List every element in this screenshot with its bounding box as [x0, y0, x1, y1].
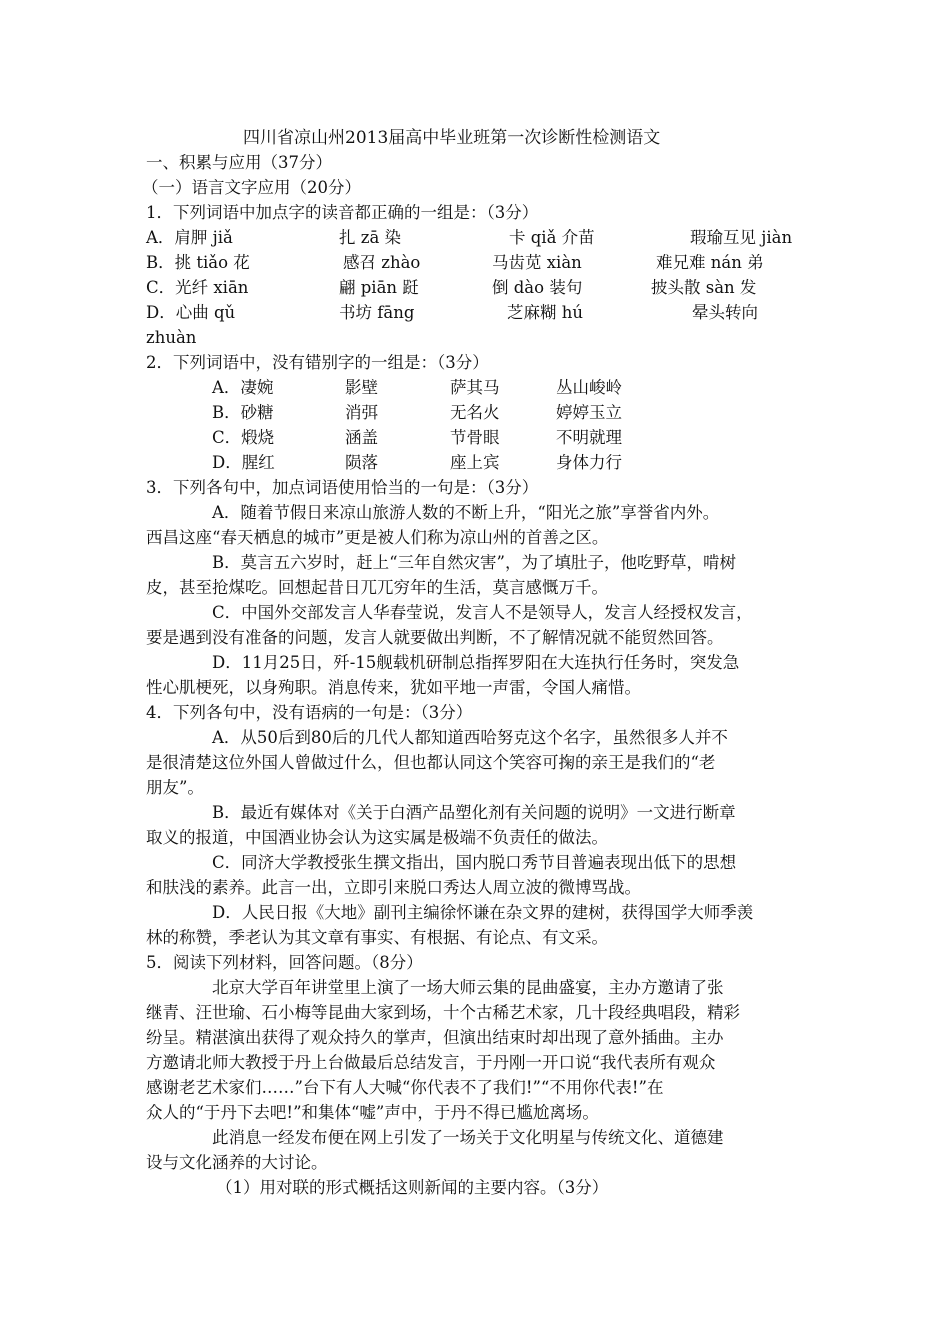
q5-text-line: 感谢老艺术家们……”台下有人大喊“你代表不了我们!”“不用你代表!”在 [146, 1078, 664, 1097]
q1-option-cell: 披头散 sàn 发 [651, 278, 757, 297]
q1-option-cell: D．心曲 qǔ [146, 303, 236, 322]
q3-text-line: A．随着节假日来凉山旅游人数的不断上升，“阳光之旅”享誉省内外。 [212, 503, 720, 522]
q2-option-cell: 涵盖 [345, 428, 378, 447]
q3-text-line: 性心肌梗死，以身殉职。消息传来，犹如平地一声雷，令国人痛惜。 [146, 678, 641, 697]
q1-option-cell: C．光纤 xiān [146, 278, 249, 297]
q2-option-cell: 无名火 [450, 403, 500, 422]
q1-option-cell: 难兄难 nán 弟 [656, 253, 764, 272]
q1-option-cell: 卡 qiǎ 介苗 [509, 228, 595, 247]
q5-stem: 5．阅读下列材料，回答问题。（8分） [146, 953, 423, 972]
q5-text-line: 众人的“于丹下去吧!”和集体“嘘”声中，于丹不得已尴尬离场。 [146, 1103, 599, 1122]
q1-option-cell: 翩 piān 跹 [339, 278, 419, 297]
q3-text-line: B．莫言五六岁时，赶上“三年自然灾害”，为了填肚子，他吃野草，啃树 [212, 553, 736, 572]
q2-option-cell: 陨落 [345, 453, 378, 472]
q2-stem: 2．下列词语中，没有错别字的一组是：（3分） [146, 353, 489, 372]
q1-option-cell: 扎 zā 染 [339, 228, 402, 247]
q1-option-cell: 瑕瑜互见 jiàn [690, 228, 793, 247]
q2-option-cell: 婷婷玉立 [556, 403, 622, 422]
q1-stem: 1．下列词语中加点字的读音都正确的一组是：（3分） [146, 203, 539, 222]
q4-stem: 4．下列各句中，没有语病的一句是：（3分） [146, 703, 473, 722]
document-title: 四川省凉山州2013届高中毕业班第一次诊断性检测语文 [243, 128, 661, 148]
q1-option-cell: 马齿苋 xiàn [492, 253, 582, 272]
q1-option-cell: 芝麻糊 hú [507, 303, 583, 322]
q4-text-line: 取义的报道，中国酒业协会认为这实属是极端不负责任的做法。 [146, 828, 608, 847]
q2-option-cell: A．凄婉 [212, 378, 274, 397]
q3-text-line: D．11月25日，歼-15舰载机研制总指挥罗阳在大连执行任务时，突发急 [212, 653, 740, 672]
q4-text-line: C．同济大学教授张生撰文指出，国内脱口秀节目普遍表现出低下的思想 [212, 853, 737, 872]
q1-option-cell: 书坊 fāng [339, 303, 415, 322]
q2-option-cell: 不明就理 [556, 428, 622, 447]
section-heading: 一、积累与应用（37分） [146, 153, 332, 172]
q2-option-cell: 丛山峻岭 [556, 378, 622, 397]
q5-text-line: 此消息一经发布便在网上引发了一场关于文化明星与传统文化、道德建 [212, 1128, 724, 1147]
q2-option-cell: 身体力行 [556, 453, 622, 472]
q3-text-line: 西昌这座“春天栖息的城市”更是被人们称为凉山州的首善之区。 [146, 528, 609, 547]
q2-option-cell: 座上宾 [450, 453, 500, 472]
q1-option-cell: A．肩胛 jiǎ [146, 228, 233, 247]
q4-text-line: B．最近有媒体对《关于白酒产品塑化剂有关问题的说明》一文进行断章 [212, 803, 736, 822]
q4-text-line: D．人民日报《大地》副刊主编徐怀谦在杂文界的建树，获得国学大师季羡 [212, 903, 754, 922]
q5-text-line: 纷呈。精湛演出获得了观众持久的掌声，但演出结束时却出现了意外插曲。主办 [146, 1028, 724, 1047]
q5-text-line: 北京大学百年讲堂里上演了一场大师云集的昆曲盛宴，主办方邀请了张 [212, 978, 724, 997]
subsection-heading: （一）语言文字应用（20分） [142, 178, 361, 197]
q3-text-line: 皮，甚至抢煤吃。回想起昔日兀兀穷年的生活，莫言感慨万千。 [146, 578, 608, 597]
q5-subquestion: （1）用对联的形式概括这则新闻的主要内容。（3分） [216, 1178, 609, 1197]
q1-option-cell: 晕头转向 [692, 303, 758, 322]
q5-text-line: 方邀请北师大教授于丹上台做最后总结发言，于丹刚一开口说“我代表所有观众 [146, 1053, 716, 1072]
q2-option-cell: C．煅烧 [212, 428, 275, 447]
q5-text-line: 设与文化涵养的大讨论。 [146, 1153, 328, 1172]
q4-text-line: A．从50后到80后的几代人都知道西哈努克这个名字，虽然很多人并不 [212, 728, 728, 747]
q2-option-cell: 消弭 [345, 403, 378, 422]
q4-text-line: 林的称赞，季老认为其文章有事实、有根据、有论点、有文采。 [146, 928, 608, 947]
q1-wrap-text: zhuàn [146, 328, 197, 347]
q1-option-cell: 感召 zhào [343, 253, 421, 272]
q4-text-line: 和肤浅的素养。此言一出，立即引来脱口秀达人周立波的微博骂战。 [146, 878, 641, 897]
q4-text-line: 朋友”。 [146, 778, 204, 797]
q4-text-line: 是很清楚这位外国人曾做过什么，但也都认同这个笑容可掬的亲王是我们的“老 [146, 753, 716, 772]
q1-option-cell: 倒 dào 装句 [492, 278, 583, 297]
q2-option-cell: D．腥红 [212, 453, 275, 472]
q2-option-cell: B．砂糖 [212, 403, 274, 422]
q1-option-cell: B．挑 tiǎo 花 [146, 253, 250, 272]
q3-text-line: 要是遇到没有准备的问题，发言人就要做出判断，不了解情况就不能贸然回答。 [146, 628, 724, 647]
q2-option-cell: 萨其马 [450, 378, 500, 397]
q2-option-cell: 影壁 [345, 378, 378, 397]
q5-text-line: 继青、汪世瑜、石小梅等昆曲大家到场，十个古稀艺术家，几十段经典唱段，精彩 [146, 1003, 740, 1022]
q3-text-line: C．中国外交部发言人华春莹说，发言人不是领导人，发言人经授权发言， [212, 603, 753, 622]
q2-option-cell: 节骨眼 [450, 428, 500, 447]
q3-stem: 3．下列各句中，加点词语使用恰当的一句是：（3分） [146, 478, 539, 497]
